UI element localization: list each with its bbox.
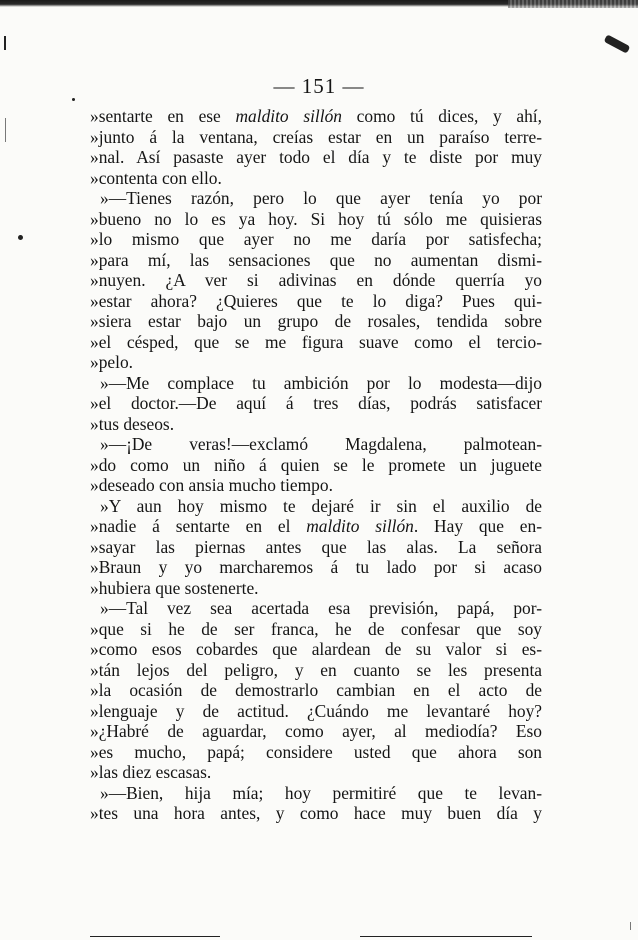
text-line: [90, 680, 542, 701]
italic-phrase: maldito sillón: [235, 106, 342, 126]
text-run: »el doctor.—De aquí á tres días, podrás satisfacer: [90, 393, 542, 413]
text-line: [90, 168, 542, 189]
text-run: »deseado con ansia mucho tiempo.: [90, 475, 333, 495]
text-run: »como esos cobardes que alardean de su valor si es-: [90, 639, 542, 659]
page-number: — 151 —: [273, 74, 365, 98]
text-run: »lo mismo que ayer no me daría por satisfecha;: [90, 229, 542, 249]
text-line: [90, 332, 542, 353]
text-run: »lenguaje y de actitud. ¿Cuándo me levantaré hoy?: [90, 700, 542, 721]
text-line: [90, 598, 542, 619]
text-run: »—Bien, hija mía; hoy permitiré que te levan-: [100, 782, 542, 803]
text-line: [90, 434, 542, 455]
text-run: »sentarte en ese: [90, 106, 236, 126]
margin-mark-left-top: [4, 36, 6, 50]
text-run: »las diez escasas.: [90, 762, 212, 782]
text-run: »—¡De veras!—exclamó Magdalena, palmotean-: [100, 434, 542, 454]
text-run: como tú dices, y ahí,: [341, 106, 542, 126]
text-run: »es mucho, papá; considere usted que ahora son: [90, 741, 542, 762]
margin-mark-left-mid: [5, 118, 6, 142]
text-run: »¿Habré de aguardar, como ayer, al mediodía? Eso: [90, 721, 542, 741]
text-line: [90, 701, 542, 722]
body-text: [90, 106, 542, 824]
text-line: [90, 311, 542, 332]
text-line: [90, 660, 542, 681]
text-line: [90, 250, 542, 271]
ink-dot-margin: [18, 235, 23, 240]
text-run: »el césped, que se me figura suave como el tercio-: [90, 331, 542, 352]
bottom-rule-right: [360, 936, 532, 937]
text-line: [90, 188, 542, 209]
text-line: [90, 352, 542, 373]
text-run: »nuyen. ¿A ver si adivinas en dónde querría yo: [90, 270, 542, 290]
text-line: [90, 291, 542, 312]
text-run: »—Tal vez sea acertada esa previsión, papá, por-: [100, 598, 542, 618]
text-line: [90, 475, 542, 496]
italic-phrase: maldito sillón: [306, 516, 414, 536]
text-line: [90, 783, 542, 804]
text-line: [90, 496, 542, 517]
text-run: »nal. Así pasaste ayer todo el día y te diste por muy: [90, 147, 542, 167]
text-line: [90, 106, 542, 127]
text-line: [90, 414, 542, 435]
text-run: »sayar las piernas antes que las alas. La señora: [90, 536, 542, 557]
page-top-edge-texture: [508, 0, 638, 8]
text-run: . Hay que en-: [413, 516, 542, 536]
text-run: »siera estar bajo un grupo de rosales, tendida sobre: [90, 311, 542, 331]
text-line: [90, 742, 542, 763]
text-run: »junto á la ventana, creías estar en un paraíso terre-: [90, 126, 542, 147]
text-run: »hubiera que sostenerte.: [90, 577, 259, 598]
text-line: [90, 270, 542, 291]
text-run: »la ocasión de demostrarlo cambian en el acto de: [90, 680, 542, 700]
text-line: [90, 127, 542, 148]
text-run: »nadie á sentarte en el: [90, 516, 307, 536]
text-line: [90, 619, 542, 640]
text-line: [90, 557, 542, 578]
text-run: »—Tienes razón, pero lo que ayer tenía yo por: [100, 188, 542, 208]
text-run: »tus deseos.: [90, 413, 175, 434]
text-run: »pelo.: [90, 352, 133, 372]
text-run: »para mí, las sensaciones que no aumentan dismi-: [90, 249, 542, 270]
text-line: [90, 803, 542, 824]
text-run: »que si he de ser franca, he de confesar que soy: [90, 618, 542, 639]
text-line: [90, 639, 542, 660]
text-line: [90, 578, 542, 599]
text-run: »do como un niño á quien se le promete un juguete: [90, 454, 542, 475]
text-run: »estar ahora? ¿Quieres que te lo diga? Pues qui-: [90, 290, 542, 311]
text-line: [90, 229, 542, 250]
text-line: [90, 209, 542, 230]
text-run: »tes una hora antes, y como hace muy buen día y: [90, 803, 542, 823]
text-line: [90, 455, 542, 476]
text-line: [90, 516, 542, 537]
text-run: »contenta con ello.: [90, 167, 222, 188]
corner-mark-top-right: [604, 34, 631, 53]
text-line: [90, 373, 542, 394]
text-line: [90, 762, 542, 783]
text-run: »bueno no lo es ya hoy. Si hoy tú sólo me quisieras: [90, 208, 542, 229]
edge-mark-bottom-right: [630, 922, 631, 930]
text-run: »Braun y yo marcharemos á tu lado por si acaso: [90, 557, 542, 577]
text-run: »Y aun hoy mismo te dejaré ir sin el auxilio de: [100, 495, 542, 516]
text-line: [90, 537, 542, 558]
text-line: [90, 147, 542, 168]
text-run: »—Me complace tu ambición por lo modesta—dijo: [100, 372, 542, 393]
text-line: [90, 721, 542, 742]
bottom-rule-left: [90, 936, 220, 937]
text-run: »tán lejos del peligro, y en cuanto se les presenta: [90, 659, 542, 680]
text-line: [90, 393, 542, 414]
